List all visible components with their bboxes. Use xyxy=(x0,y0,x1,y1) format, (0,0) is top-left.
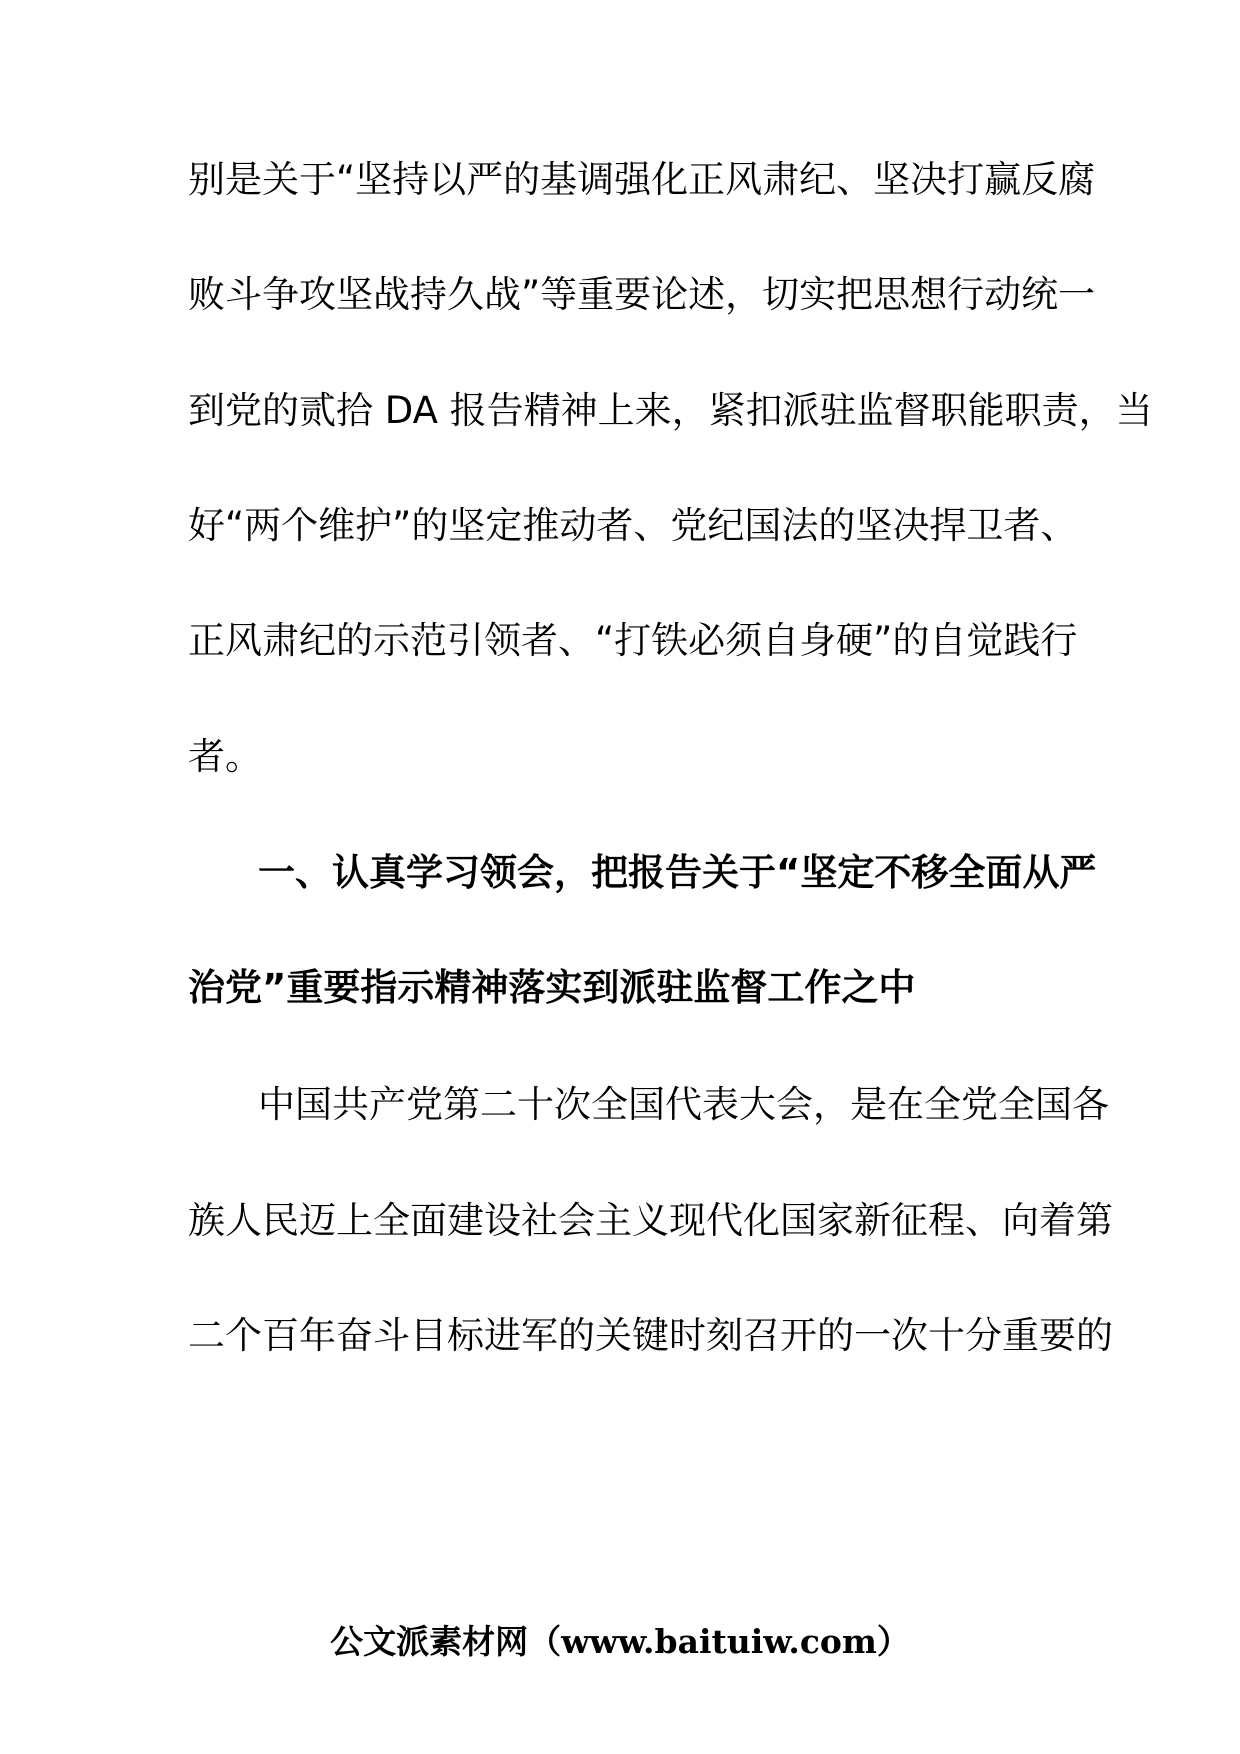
section-heading-line: 一、认真学习领会，把报告关于“坚定不移全面从严 xyxy=(258,851,1097,894)
body-text-line: 到党的贰拾 DA 报告精神上来，紧扣派驻监督职能职责，当 xyxy=(188,389,1153,432)
body-text-line: 好“两个维护”的坚定推动者、党纪国法的坚决捍卫者、 xyxy=(188,504,1078,547)
footer-watermark: 公文派素材网（www.baituiw.com） xyxy=(330,1622,910,1661)
body-text-line: 正风肃纪的示范引领者、“打铁必须自身硬”的自觉践行 xyxy=(188,619,1078,662)
body-text-line: 族人民迈上全面建设社会主义现代化国家新征程、向着第 xyxy=(188,1199,1113,1242)
body-text-line: 中国共产党第二十次全国代表大会，是在全党全国各 xyxy=(258,1083,1109,1126)
body-text-line: 败斗争攻坚战持久战”等重要论述，切实把思想行动统一 xyxy=(188,273,1096,316)
body-text-line: 者。 xyxy=(188,735,262,778)
body-text-line: 别是关于“坚持以严的基调强化正风肃纪、坚决打赢反腐 xyxy=(188,158,1096,201)
section-heading-line: 治党”重要指示精神落实到派驻监督工作之中 xyxy=(188,966,916,1009)
body-text-line: 二个百年奋斗目标进军的关键时刻召开的一次十分重要的 xyxy=(188,1314,1113,1357)
